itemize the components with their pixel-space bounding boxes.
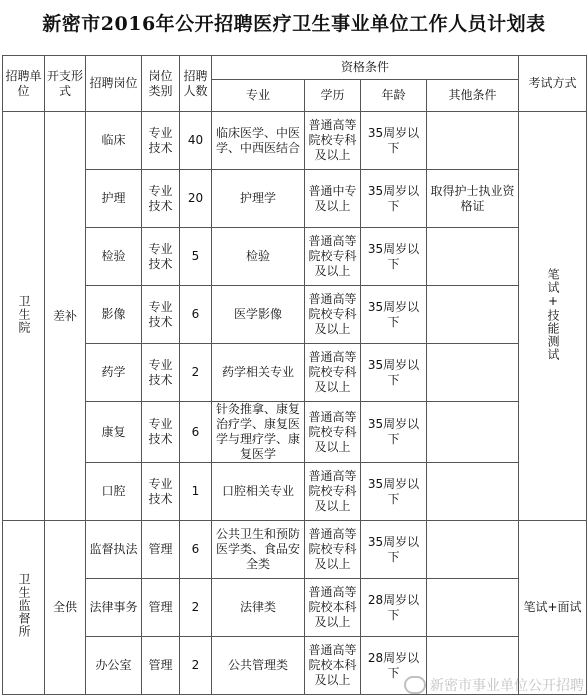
table-row — [3, 170, 587, 228]
exam-text: 笔试+面试 — [523, 600, 582, 614]
header-other: 其他条件 — [427, 80, 519, 112]
cell-exam — [519, 521, 587, 695]
cell-age: 35周岁以下 — [361, 112, 427, 170]
unit-text: 卫生监督所 — [17, 573, 31, 638]
cell-category: 专业技术 — [142, 170, 180, 228]
cell-category: 管理 — [142, 521, 180, 579]
recruitment-plan-table — [2, 55, 587, 695]
table-row — [3, 228, 587, 286]
table-row — [3, 286, 587, 344]
funding-text: 全供 — [52, 600, 77, 614]
cell-count: 6 — [180, 521, 212, 579]
header-post: 招聘岗位 — [86, 56, 142, 112]
cell-post: 监督执法 — [86, 521, 142, 579]
cell-unit — [3, 112, 45, 521]
cell-education: 普通高等院校专科及以上 — [305, 402, 361, 463]
cell-count: 5 — [180, 228, 212, 286]
cell-other — [427, 463, 519, 521]
cell-category: 专业技术 — [142, 228, 180, 286]
cell-education: 普通高等院校专科及以上 — [305, 521, 361, 579]
cell-other — [427, 402, 519, 463]
cell-major: 公共卫生和预防医学类、食品安全类 — [212, 521, 305, 579]
cell-category: 专业技术 — [142, 402, 180, 463]
cell-other — [427, 344, 519, 402]
header-qualifications: 资格条件 — [212, 56, 519, 80]
cell-count: 1 — [180, 463, 212, 521]
cell-other — [427, 228, 519, 286]
cell-education: 普通中专及以上 — [305, 170, 361, 228]
cell-count: 6 — [180, 402, 212, 463]
page-title: 新密市2016年公开招聘医疗卫生事业单位工作人员计划表 — [42, 12, 546, 35]
cell-major: 公共管理类 — [212, 637, 305, 695]
cell-education: 普通高等院校专科及以上 — [305, 112, 361, 170]
cell-major: 药学相关专业 — [212, 344, 305, 402]
cell-post: 检验 — [86, 228, 142, 286]
cell-major: 临床医学、中医学、中西医结合 — [212, 112, 305, 170]
cell-age: 35周岁以下 — [361, 463, 427, 521]
cell-education: 普通高等院校专科及以上 — [305, 286, 361, 344]
cell-age: 35周岁以下 — [361, 286, 427, 344]
cell-funding — [45, 112, 86, 521]
cell-education: 普通高等院校本科及以上 — [305, 579, 361, 637]
cell-education: 普通高等院校本科及以上 — [305, 637, 361, 695]
cell-major: 针灸推拿、康复治疗学、康复医学与理疗学、康复医学 — [212, 402, 305, 463]
exam-text: 笔试+技能测试 — [546, 267, 561, 361]
table-row — [3, 463, 587, 521]
cell-unit — [3, 521, 45, 695]
cell-count: 2 — [180, 579, 212, 637]
table-row — [3, 402, 587, 463]
table-row — [3, 344, 587, 402]
cell-category: 管理 — [142, 579, 180, 637]
cell-count: 6 — [180, 286, 212, 344]
cell-category: 专业技术 — [142, 112, 180, 170]
cell-category: 专业技术 — [142, 344, 180, 402]
header-exam: 考试方式 — [519, 56, 587, 112]
cell-other: 取得护士执业资格证 — [427, 170, 519, 228]
header-funding: 开支形式 — [45, 56, 86, 112]
header-unit: 招聘单位 — [3, 56, 45, 112]
cell-post: 护理 — [86, 170, 142, 228]
cell-age: 28周岁以下 — [361, 637, 427, 695]
funding-text: 差补 — [52, 308, 77, 323]
cell-major: 检验 — [212, 228, 305, 286]
header-count: 招聘人数 — [180, 56, 212, 112]
cell-category: 专业技术 — [142, 463, 180, 521]
cell-post: 影像 — [86, 286, 142, 344]
cell-other — [427, 286, 519, 344]
cell-age: 35周岁以下 — [361, 402, 427, 463]
cell-age: 28周岁以下 — [361, 579, 427, 637]
wechat-icon — [404, 676, 426, 694]
cell-major: 口腔相关专业 — [212, 463, 305, 521]
table-row — [3, 112, 587, 170]
cell-other — [427, 579, 519, 637]
cell-count: 40 — [180, 112, 212, 170]
cell-education: 普通高等院校专科及以上 — [305, 344, 361, 402]
unit-text: 卫生院 — [17, 294, 31, 334]
cell-post: 临床 — [86, 112, 142, 170]
watermark-text: 新密市事业单位公开招聘 — [430, 678, 584, 694]
header-category: 岗位类别 — [142, 56, 180, 112]
cell-major: 法律类 — [212, 579, 305, 637]
cell-education: 普通高等院校专科及以上 — [305, 463, 361, 521]
cell-count: 2 — [180, 637, 212, 695]
cell-age: 35周岁以下 — [361, 344, 427, 402]
table-row — [3, 521, 587, 579]
cell-other — [427, 112, 519, 170]
cell-age: 35周岁以下 — [361, 170, 427, 228]
cell-funding — [45, 521, 86, 695]
table-row — [3, 579, 587, 637]
cell-exam — [519, 112, 587, 521]
cell-post: 口腔 — [86, 463, 142, 521]
cell-post: 康复 — [86, 402, 142, 463]
cell-age: 35周岁以下 — [361, 521, 427, 579]
cell-count: 2 — [180, 344, 212, 402]
cell-post: 办公室 — [86, 637, 142, 695]
cell-major: 医学影像 — [212, 286, 305, 344]
header-education: 学历 — [305, 80, 361, 112]
cell-category: 专业技术 — [142, 286, 180, 344]
cell-major: 护理学 — [212, 170, 305, 228]
cell-post: 药学 — [86, 344, 142, 402]
cell-education: 普通高等院校专科及以上 — [305, 228, 361, 286]
header-age: 年龄 — [361, 80, 427, 112]
header-major: 专业 — [212, 80, 305, 112]
cell-other — [427, 521, 519, 579]
cell-category: 管理 — [142, 637, 180, 695]
cell-age: 35周岁以下 — [361, 228, 427, 286]
watermark — [404, 674, 584, 696]
cell-count: 20 — [180, 170, 212, 228]
cell-post: 法律事务 — [86, 579, 142, 637]
